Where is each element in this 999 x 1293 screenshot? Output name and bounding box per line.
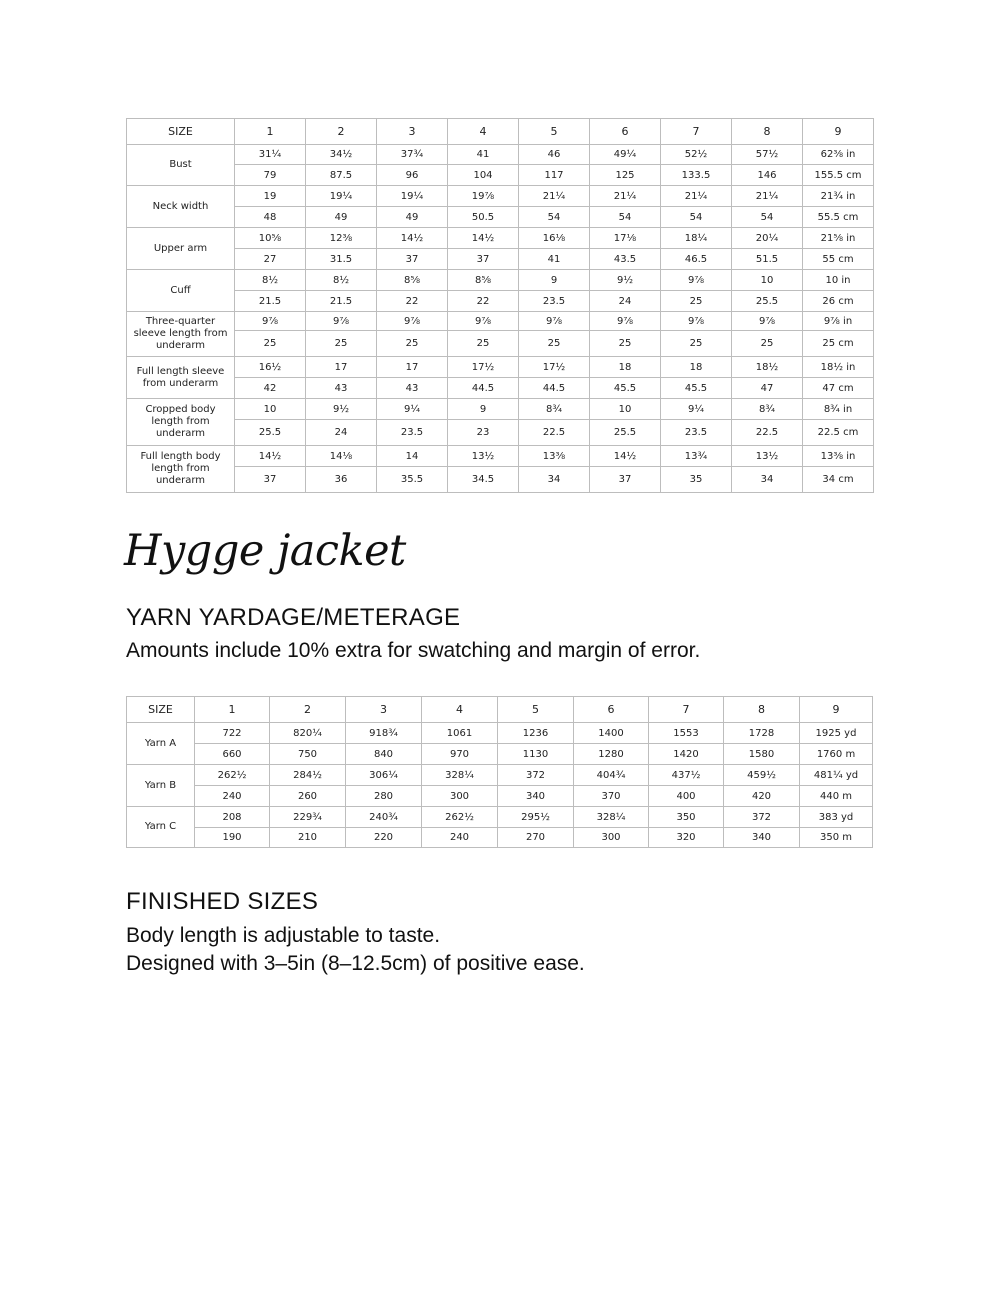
table-cell: 350 xyxy=(649,807,724,828)
size-header-cell: SIZE xyxy=(127,697,195,723)
table-cell: 340 xyxy=(724,828,800,848)
table-cell: 146 xyxy=(732,165,803,186)
table-cell: 820¼ xyxy=(270,723,346,744)
table-cell: 34 cm xyxy=(803,467,874,493)
size-column-header: 5 xyxy=(498,697,574,723)
table-cell: 383 yd xyxy=(800,807,873,828)
table-cell: 35 xyxy=(661,467,732,493)
table-cell: 19⅞ xyxy=(448,186,519,207)
table-cell: 25.5 xyxy=(235,420,306,446)
table-cell: 87.5 xyxy=(306,165,377,186)
table-cell: 284½ xyxy=(270,765,346,786)
table-cell: 210 xyxy=(270,828,346,848)
table-row xyxy=(127,786,873,807)
table-cell: 1236 xyxy=(498,723,574,744)
table-cell: 9¼ xyxy=(661,399,732,420)
finished-line-1: Body length is adjustable to taste. xyxy=(126,924,441,947)
table-cell: 262½ xyxy=(422,807,498,828)
table-cell: 918¾ xyxy=(346,723,422,744)
table-cell: 350 m xyxy=(800,828,873,848)
table-cell: 13⅜ xyxy=(519,446,590,467)
table-cell: 14 xyxy=(377,446,448,467)
table-cell: 270 xyxy=(498,828,574,848)
table-cell: 208 xyxy=(195,807,270,828)
table-cell: 10 xyxy=(235,399,306,420)
table-cell: 104 xyxy=(448,165,519,186)
measurement-label: Full length body length from underarm xyxy=(127,446,235,493)
table-cell: 51.5 xyxy=(732,249,803,270)
pattern-title: Hygge jacket xyxy=(124,526,406,576)
table-cell: 660 xyxy=(195,744,270,765)
table-cell: 1728 xyxy=(724,723,800,744)
table-cell: 1420 xyxy=(649,744,724,765)
table-cell: 24 xyxy=(590,291,661,312)
table-cell: 722 xyxy=(195,723,270,744)
size-column-header: 5 xyxy=(519,119,590,145)
size-column-header: 2 xyxy=(306,119,377,145)
table-cell: 372 xyxy=(724,807,800,828)
table-cell: 300 xyxy=(422,786,498,807)
measurement-label: Full length sleeve from underarm xyxy=(127,357,235,399)
table-cell: 400 xyxy=(649,786,724,807)
table-cell: 9⅞ xyxy=(448,312,519,331)
table-cell: 328¼ xyxy=(422,765,498,786)
table-cell: 25 xyxy=(661,331,732,357)
table-cell: 17⅛ xyxy=(590,228,661,249)
table-cell: 18½ in xyxy=(803,357,874,378)
table-cell: 31¼ xyxy=(235,145,306,165)
table-row xyxy=(127,145,874,165)
table-cell: 155.5 cm xyxy=(803,165,874,186)
table-cell: 43 xyxy=(377,378,448,399)
table-cell: 22 xyxy=(377,291,448,312)
table-row xyxy=(127,228,874,249)
table-cell: 14½ xyxy=(377,228,448,249)
table-cell: 47 cm xyxy=(803,378,874,399)
table-cell: 220 xyxy=(346,828,422,848)
table-cell: 970 xyxy=(422,744,498,765)
table-cell: 54 xyxy=(590,207,661,228)
table-cell: 10⅝ xyxy=(235,228,306,249)
table-row xyxy=(127,828,873,848)
table-cell: 18 xyxy=(661,357,732,378)
table-cell: 35.5 xyxy=(377,467,448,493)
table-cell: 240¾ xyxy=(346,807,422,828)
table-cell: 1580 xyxy=(724,744,800,765)
table-row xyxy=(127,291,874,312)
table-cell: 17½ xyxy=(519,357,590,378)
table-cell: 9½ xyxy=(306,399,377,420)
table-row xyxy=(127,165,874,186)
table-cell: 22.5 xyxy=(732,420,803,446)
table-cell: 21¼ xyxy=(661,186,732,207)
table-cell: 43 xyxy=(306,378,377,399)
size-column-header: 4 xyxy=(448,119,519,145)
table-cell: 34½ xyxy=(306,145,377,165)
table-cell: 1400 xyxy=(574,723,649,744)
table-cell: 1061 xyxy=(422,723,498,744)
table-cell: 240 xyxy=(195,786,270,807)
size-column-header: 6 xyxy=(590,119,661,145)
size-column-header: 1 xyxy=(235,119,306,145)
table-cell: 437½ xyxy=(649,765,724,786)
measurement-label: Cuff xyxy=(127,270,235,312)
measurement-label: Yarn C xyxy=(127,807,195,848)
table-cell: 79 xyxy=(235,165,306,186)
table-cell: 372 xyxy=(498,765,574,786)
table-cell: 21.5 xyxy=(235,291,306,312)
table-cell: 45.5 xyxy=(661,378,732,399)
table-cell: 25 cm xyxy=(803,331,874,357)
table-cell: 25 xyxy=(235,331,306,357)
size-column-header: 8 xyxy=(732,119,803,145)
table-cell: 10 in xyxy=(803,270,874,291)
table-cell: 306¼ xyxy=(346,765,422,786)
table-cell: 9⅞ xyxy=(519,312,590,331)
size-column-header: 7 xyxy=(649,697,724,723)
table-row xyxy=(127,378,874,399)
table-cell: 9⅞ xyxy=(661,312,732,331)
table-cell: 47 xyxy=(732,378,803,399)
size-column-header: 6 xyxy=(574,697,649,723)
table-cell: 31.5 xyxy=(306,249,377,270)
table-row xyxy=(127,420,874,446)
table-cell: 260 xyxy=(270,786,346,807)
table-cell: 46 xyxy=(519,145,590,165)
table-cell: 34 xyxy=(519,467,590,493)
table-cell: 328¼ xyxy=(574,807,649,828)
table-cell: 23.5 xyxy=(661,420,732,446)
table-cell: 52½ xyxy=(661,145,732,165)
size-column-header: 4 xyxy=(422,697,498,723)
table-cell: 23 xyxy=(448,420,519,446)
table-cell: 37 xyxy=(235,467,306,493)
table-cell: 300 xyxy=(574,828,649,848)
table-cell: 10 xyxy=(732,270,803,291)
table-cell: 19 xyxy=(235,186,306,207)
table-cell: 190 xyxy=(195,828,270,848)
table-cell: 840 xyxy=(346,744,422,765)
measurement-label: Neck width xyxy=(127,186,235,228)
size-column-header: 2 xyxy=(270,697,346,723)
table-cell: 295½ xyxy=(498,807,574,828)
table-cell: 23.5 xyxy=(377,420,448,446)
table-cell: 14½ xyxy=(590,446,661,467)
table-cell: 34.5 xyxy=(448,467,519,493)
sizes-table xyxy=(126,118,874,493)
table-cell: 18¼ xyxy=(661,228,732,249)
finished-line-2: Designed with 3–5in (8–12.5cm) of positive ease. xyxy=(126,952,585,975)
table-cell: 8½ xyxy=(306,270,377,291)
table-cell: 17 xyxy=(377,357,448,378)
table-cell: 48 xyxy=(235,207,306,228)
table-cell: 280 xyxy=(346,786,422,807)
table-cell: 459½ xyxy=(724,765,800,786)
table-cell: 45.5 xyxy=(590,378,661,399)
measurement-label: Bust xyxy=(127,145,235,186)
table-cell: 49¼ xyxy=(590,145,661,165)
table-cell: 8¾ xyxy=(732,399,803,420)
table-cell: 340 xyxy=(498,786,574,807)
table-cell: 46.5 xyxy=(661,249,732,270)
table-row xyxy=(127,312,874,331)
table-row xyxy=(127,765,873,786)
table-row xyxy=(127,723,873,744)
table-row xyxy=(127,399,874,420)
table-cell: 49 xyxy=(377,207,448,228)
table-cell: 62⅜ in xyxy=(803,145,874,165)
table-cell: 262½ xyxy=(195,765,270,786)
table-cell: 57½ xyxy=(732,145,803,165)
table-row xyxy=(127,249,874,270)
table-cell: 8⅝ xyxy=(377,270,448,291)
table-cell: 9 xyxy=(448,399,519,420)
table-cell: 24 xyxy=(306,420,377,446)
table-row xyxy=(127,207,874,228)
table-cell: 12⅜ xyxy=(306,228,377,249)
table-cell: 55 cm xyxy=(803,249,874,270)
table-cell: 34 xyxy=(732,467,803,493)
table-cell: 25 xyxy=(519,331,590,357)
table-cell: 1553 xyxy=(649,723,724,744)
table-cell: 54 xyxy=(661,207,732,228)
table-row xyxy=(127,446,874,467)
table-cell: 17 xyxy=(306,357,377,378)
table-cell: 54 xyxy=(732,207,803,228)
table-cell: 25 xyxy=(448,331,519,357)
table-cell: 21¼ xyxy=(590,186,661,207)
table-cell: 10 xyxy=(590,399,661,420)
table-cell: 23.5 xyxy=(519,291,590,312)
table-cell: 16½ xyxy=(235,357,306,378)
table-cell: 25 xyxy=(661,291,732,312)
table-cell: 27 xyxy=(235,249,306,270)
table-cell: 22.5 cm xyxy=(803,420,874,446)
table-cell: 1130 xyxy=(498,744,574,765)
table-cell: 9 xyxy=(519,270,590,291)
table-cell: 9⅞ xyxy=(377,312,448,331)
table-cell: 21.5 xyxy=(306,291,377,312)
table-cell: 420 xyxy=(724,786,800,807)
table-cell: 9⅞ xyxy=(306,312,377,331)
table-cell: 133.5 xyxy=(661,165,732,186)
table-cell: 37 xyxy=(590,467,661,493)
table-cell: 8¾ in xyxy=(803,399,874,420)
table-cell: 8½ xyxy=(235,270,306,291)
measurement-label: Three-quarter sleeve length from underarm xyxy=(127,312,235,357)
size-column-header: 9 xyxy=(800,697,873,723)
size-column-header: 9 xyxy=(803,119,874,145)
table-row xyxy=(127,186,874,207)
table-cell: 49 xyxy=(306,207,377,228)
table-cell: 36 xyxy=(306,467,377,493)
table-cell: 22.5 xyxy=(519,420,590,446)
table-row xyxy=(127,357,874,378)
table-cell: 21¼ xyxy=(519,186,590,207)
table-cell: 25.5 xyxy=(732,291,803,312)
table-row xyxy=(127,331,874,357)
table-cell: 55.5 cm xyxy=(803,207,874,228)
table-cell: 14⅛ xyxy=(306,446,377,467)
table-cell: 9⅞ xyxy=(661,270,732,291)
table-cell: 50.5 xyxy=(448,207,519,228)
table-cell: 96 xyxy=(377,165,448,186)
table-cell: 22 xyxy=(448,291,519,312)
table-cell: 19¼ xyxy=(306,186,377,207)
table-cell: 1280 xyxy=(574,744,649,765)
table-cell: 17½ xyxy=(448,357,519,378)
table-cell: 20¼ xyxy=(732,228,803,249)
table-cell: 25.5 xyxy=(590,420,661,446)
table-cell: 240 xyxy=(422,828,498,848)
finished-sizes-heading: FINISHED SIZES xyxy=(126,888,319,915)
measurement-label: Yarn A xyxy=(127,723,195,765)
table-cell: 41 xyxy=(519,249,590,270)
table-cell: 320 xyxy=(649,828,724,848)
table-cell: 16⅛ xyxy=(519,228,590,249)
table-cell: 9⅞ xyxy=(732,312,803,331)
table-cell: 43.5 xyxy=(590,249,661,270)
table-cell: 21¼ xyxy=(732,186,803,207)
measurement-label: Upper arm xyxy=(127,228,235,270)
table-cell: 481¼ yd xyxy=(800,765,873,786)
table-cell: 9¼ xyxy=(377,399,448,420)
size-header-cell: SIZE xyxy=(127,119,235,145)
table-cell: 37¾ xyxy=(377,145,448,165)
table-cell: 14½ xyxy=(448,228,519,249)
measurement-label: Yarn B xyxy=(127,765,195,807)
table-cell: 9⅞ xyxy=(590,312,661,331)
table-cell: 750 xyxy=(270,744,346,765)
measurement-label: Cropped body length from underarm xyxy=(127,399,235,446)
table-cell: 370 xyxy=(574,786,649,807)
size-column-header: 8 xyxy=(724,697,800,723)
header-row xyxy=(127,119,874,145)
table-cell: 404¾ xyxy=(574,765,649,786)
table-cell: 25 xyxy=(590,331,661,357)
table-cell: 9⅞ xyxy=(235,312,306,331)
table-cell: 117 xyxy=(519,165,590,186)
table-cell: 41 xyxy=(448,145,519,165)
table-cell: 26 cm xyxy=(803,291,874,312)
table-row xyxy=(127,807,873,828)
table-row xyxy=(127,467,874,493)
size-column-header: 3 xyxy=(346,697,422,723)
table-cell: 42 xyxy=(235,378,306,399)
table-cell: 8⅝ xyxy=(448,270,519,291)
table-cell: 37 xyxy=(377,249,448,270)
yarn-table xyxy=(126,696,873,848)
yarn-note: Amounts include 10% extra for swatching and margin of error. xyxy=(126,639,701,662)
table-cell: 13½ xyxy=(448,446,519,467)
table-cell: 18½ xyxy=(732,357,803,378)
size-column-header: 1 xyxy=(195,697,270,723)
table-cell: 1760 m xyxy=(800,744,873,765)
table-cell: 9½ xyxy=(590,270,661,291)
table-cell: 1925 yd xyxy=(800,723,873,744)
table-cell: 21⅝ in xyxy=(803,228,874,249)
table-cell: 19¼ xyxy=(377,186,448,207)
table-cell: 44.5 xyxy=(519,378,590,399)
table-cell: 229¾ xyxy=(270,807,346,828)
table-cell: 13½ xyxy=(732,446,803,467)
table-cell: 54 xyxy=(519,207,590,228)
table-row xyxy=(127,270,874,291)
table-cell: 9⅞ in xyxy=(803,312,874,331)
table-cell: 125 xyxy=(590,165,661,186)
table-cell: 8¾ xyxy=(519,399,590,420)
table-cell: 18 xyxy=(590,357,661,378)
size-column-header: 7 xyxy=(661,119,732,145)
table-cell: 25 xyxy=(732,331,803,357)
table-cell: 440 m xyxy=(800,786,873,807)
yarn-heading: YARN YARDAGE/METERAGE xyxy=(126,604,461,631)
table-cell: 21¾ in xyxy=(803,186,874,207)
table-cell: 44.5 xyxy=(448,378,519,399)
table-cell: 37 xyxy=(448,249,519,270)
table-cell: 13⅜ in xyxy=(803,446,874,467)
table-row xyxy=(127,744,873,765)
table-cell: 14½ xyxy=(235,446,306,467)
size-column-header: 3 xyxy=(377,119,448,145)
table-cell: 25 xyxy=(377,331,448,357)
table-cell: 25 xyxy=(306,331,377,357)
table-cell: 13¾ xyxy=(661,446,732,467)
header-row xyxy=(127,697,873,723)
